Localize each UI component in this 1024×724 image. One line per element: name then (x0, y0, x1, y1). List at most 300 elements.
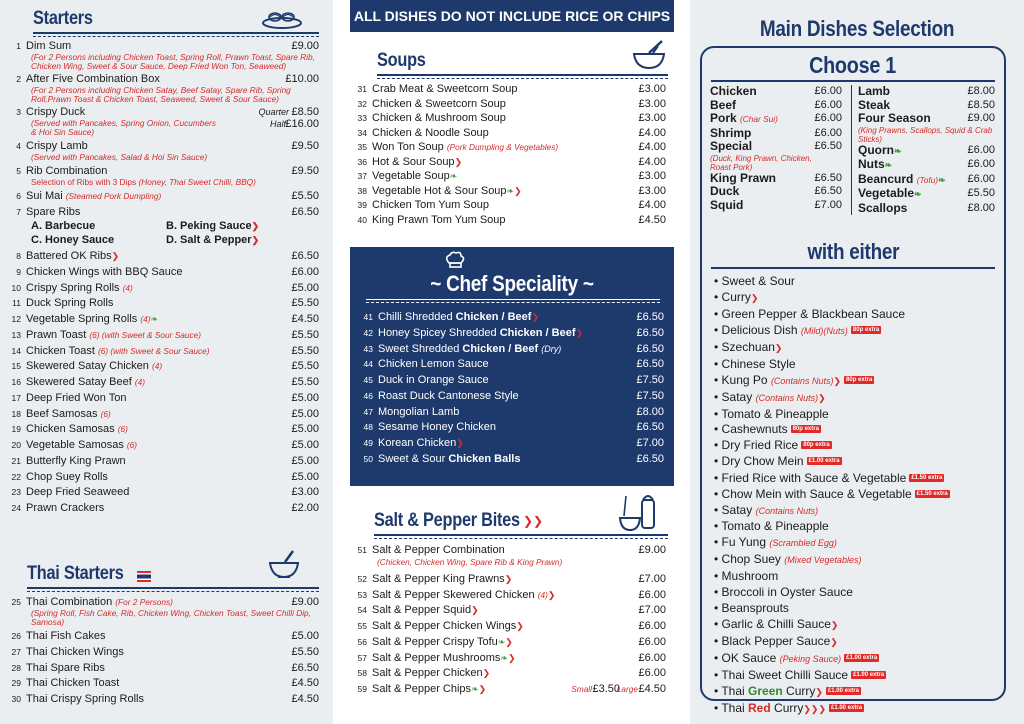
sauce-item (714, 585, 1004, 601)
item-name: Salt & Pepper Chips (372, 683, 472, 695)
item-name-wrap (26, 662, 333, 675)
meat-choice (710, 185, 851, 199)
item-name: Salt & Pepper King Prawns (372, 572, 505, 585)
item-name-wrap (378, 390, 674, 403)
item-number: 35 (357, 142, 367, 152)
item-price: £4.50 (291, 313, 319, 325)
extra-charge-badge: 80p extra (852, 326, 880, 333)
item-name-wrap (372, 170, 676, 183)
menu-item (0, 297, 333, 310)
chilli-icon: ❯ (251, 221, 260, 231)
item-note: (4) (151, 361, 163, 372)
item-name: Vegetable Soup (372, 170, 450, 182)
menu-item (0, 455, 333, 468)
menu-item (346, 636, 676, 649)
saltpepper-header (346, 510, 676, 534)
bullet-icon: • (714, 372, 722, 387)
sauce-name: Satay (721, 502, 753, 517)
item-price: £3.00 (638, 83, 666, 95)
meat-choice (858, 144, 1004, 159)
meat-name: Nuts (858, 157, 885, 171)
chilli-icon: ❯ (815, 686, 823, 697)
main-dishes-panel (690, 0, 1024, 724)
chilli-icon: ❯ (818, 392, 826, 403)
menu-item (346, 667, 676, 680)
sauce-item (714, 569, 1004, 585)
chilli-icon: ❯ (504, 573, 513, 584)
extra-charge-badge: 80p extra (792, 426, 819, 433)
chef-dash (366, 302, 660, 303)
soups-underline (377, 74, 668, 76)
meat-choice (858, 85, 1004, 99)
item-number: 33 (357, 113, 367, 123)
item-price: £9.00 (291, 40, 319, 52)
item-name: Deep Fried Won Ton (26, 391, 127, 404)
sauce-name: Thai Sweet Chilli Sauce (721, 667, 849, 682)
item-price: £5.50 (291, 297, 319, 310)
meat-name: Beef (710, 97, 737, 112)
sauce-name: Garlic & Chilli Sauce (721, 616, 831, 631)
bullet-icon: • (714, 585, 722, 600)
meat-choices-left (702, 85, 852, 215)
item-price: £6.50 (291, 206, 319, 218)
item-name: Salt & Pepper Combination (372, 544, 505, 556)
main-dishes-box (700, 46, 1006, 715)
item-name-wrap (372, 112, 676, 125)
extra-charge-badge: £1.00 extra (846, 654, 878, 661)
item-number: 4 (16, 141, 21, 151)
soup-bowl-icon (632, 38, 666, 75)
item-note: (6) (117, 424, 128, 435)
item-description: (For 2 Persons including Chicken Satay, Beef Satay, Spare Rib, Spring Roll,Prawn Toast & Chicken Toast, Seaweed, Sweet & Sour Sauce) (31, 85, 291, 104)
item-price: £7.00 (638, 572, 666, 585)
meat-name: Chicken (710, 84, 757, 98)
item-name: Salt & Pepper Squid (372, 604, 472, 617)
item-number: 24 (11, 503, 21, 513)
sauce-item (714, 373, 1004, 390)
item-name-wrap (372, 636, 676, 649)
item-price: £6.00 (638, 620, 666, 632)
meat-choice (858, 202, 1004, 216)
item-number: 31 (357, 84, 367, 94)
item-name-wrap (372, 620, 676, 633)
menu-item (346, 141, 676, 154)
extra-charge-badge: 80p extra (803, 442, 830, 449)
item-price: £5.00 (291, 439, 319, 451)
item-number: 19 (11, 424, 21, 435)
sauce-note: (Contains Nuts) (770, 375, 834, 386)
item-number: 11 (12, 298, 21, 309)
menu-item (0, 596, 333, 609)
item-price: £5.50 (291, 328, 319, 341)
item-name: Hot & Sour Soup (372, 155, 455, 168)
chef-speciality-box (350, 247, 674, 486)
chilli-icon: ❯ (456, 438, 464, 448)
soups-dash (377, 78, 668, 79)
menu-item (346, 185, 676, 198)
item-price: £5.50 (291, 190, 319, 202)
meat-price: £6.00 (967, 143, 995, 156)
sauce-name: Szechuan (721, 339, 775, 354)
item-name-wrap (372, 652, 676, 665)
item-price: £5.50 (291, 645, 319, 658)
chef-underline (366, 299, 660, 300)
sauce-list (702, 274, 1004, 718)
menu-item (0, 313, 333, 326)
item-name: Vegetable Hot & Sour Soup (372, 184, 507, 197)
item-description: (Chicken, Chicken Wing, Spare Rib & King Prawn) (377, 556, 563, 567)
vegetarian-leaf-icon: ❧ (497, 636, 506, 647)
item-name-wrap (378, 358, 674, 371)
item-number: 36 (357, 156, 367, 167)
extra-charge-badge: 80p extra (846, 376, 873, 383)
menu-item (346, 98, 676, 111)
menu-item (350, 358, 674, 371)
item-number: 1 (16, 41, 21, 51)
menu-item (346, 112, 676, 125)
item-price: £6.00 (638, 588, 666, 601)
meat-choices-right (852, 85, 1004, 215)
soups-title: Soups (377, 50, 426, 71)
item-number: 16 (11, 377, 21, 387)
item-name-wrap (26, 693, 333, 706)
item-note: (Dry) (541, 343, 562, 354)
item-price: £3.00 (638, 97, 666, 110)
item-name-wrap (26, 630, 333, 643)
sauce-item (714, 651, 1004, 668)
bullet-icon: • (714, 470, 722, 485)
item-name: Won Ton Soup (372, 141, 444, 153)
item-name: Skewered Satay Beef (26, 376, 132, 388)
item-portion: Half (269, 119, 286, 129)
item-note: (4) (537, 589, 548, 600)
item-note: (4) (122, 282, 133, 293)
menu-item (0, 73, 333, 86)
chilli-icon: ❯ (830, 636, 838, 647)
vegetarian-leaf-icon: ❧ (506, 185, 515, 196)
bullet-icon: • (714, 569, 722, 584)
item-price: £7.00 (638, 604, 666, 617)
extra-charge-badge: £1.50 extra (916, 490, 948, 497)
thai-dash (27, 591, 319, 592)
menu-item (0, 439, 333, 452)
salt-pepper-shaker-icon (618, 492, 662, 537)
item-price: £6.50 (636, 421, 664, 434)
starters-simple-list (0, 250, 333, 515)
meat-price: £6.50 (814, 171, 842, 184)
sauce-name: Dry Chow Mein (721, 454, 804, 469)
sauce-name: Kung Po (721, 372, 768, 387)
item-name-wrap (372, 199, 676, 212)
sauce-item (714, 290, 1004, 307)
sauce-note: (Contains Nuts) (755, 392, 819, 403)
item-number: 52 (357, 573, 367, 584)
meat-choice (858, 158, 1004, 173)
item-name: Chicken Samosas (26, 423, 115, 436)
item-number: 54 (357, 605, 367, 616)
item-name: Vegetable Spring Rolls (26, 313, 138, 325)
meat-choices (702, 85, 1004, 215)
item-name-wrap (372, 185, 676, 198)
item-number: 30 (11, 694, 21, 704)
meat-choice (858, 187, 1004, 202)
menu-item (0, 630, 333, 643)
item-price: £9.00 (291, 596, 319, 608)
item-price: £3.00 (638, 112, 666, 124)
meat-description: (Duck, King Prawn, Chicken, Roast Pork) (710, 153, 812, 172)
item-name-wrap (378, 374, 674, 387)
saltpepper-list (346, 544, 676, 696)
item-name-wrap (26, 345, 333, 358)
item-name-wrap (378, 437, 674, 450)
menu-item (346, 214, 676, 227)
menu-item (350, 374, 674, 387)
item-number: 29 (11, 678, 21, 689)
item-number: 7 (16, 207, 21, 217)
item-name: Chicken Wings with BBQ Sauce (26, 265, 183, 278)
item-note: (Steamed Pork Dumpling) (65, 191, 162, 201)
item-name: Duck Spring Rolls (26, 297, 114, 310)
sauce-name: Curry (721, 289, 751, 304)
item-name: Crab Meat & Sweetcorn Soup (372, 83, 518, 95)
menu-item (0, 329, 333, 342)
item-name-wrap (26, 486, 333, 499)
meat-name: Steak (858, 97, 891, 112)
item-name: Crispy Lamb (26, 140, 88, 152)
item-description: (Served with Pancakes, Spring Onion, Cucumbers & Hoi Sin Sauce) (31, 118, 216, 137)
chilli-icon: ❯ (111, 251, 120, 261)
item-number: 56 (357, 636, 367, 647)
sauce-item (714, 701, 1004, 718)
menu-item (350, 421, 674, 434)
item-number: 8 (16, 251, 21, 261)
menu-item (0, 190, 333, 203)
size-small-label: Small (571, 684, 592, 694)
item-price: £4.50 (291, 677, 319, 690)
item-name: Mongolian Lamb (378, 405, 460, 418)
meat-price: £7.00 (814, 198, 842, 211)
item-number: 51 (357, 545, 367, 555)
item-name-wrap (26, 392, 333, 405)
item-name-wrap (26, 282, 333, 295)
chilli-icon: ❯ (454, 156, 463, 167)
item-name-wrap (372, 667, 676, 680)
menu-item (0, 266, 333, 279)
item-name-wrap (372, 141, 676, 154)
item-price: £2.00 (291, 502, 319, 514)
item-name-wrap (26, 423, 333, 436)
sauce-name: Thai (721, 683, 749, 698)
choose-underline (711, 80, 995, 82)
sauce-item (714, 422, 1004, 438)
item-price: £5.00 (291, 391, 319, 404)
item-note: (6) (with Sweet & Sour Sauce) (89, 329, 201, 340)
item-name: Chicken & Mushroom Soup (372, 112, 506, 124)
sauce-name: Mushroom (721, 569, 779, 584)
bullet-icon: • (714, 289, 722, 304)
item-name: Butterfly King Prawn (26, 454, 126, 467)
menu-item (0, 408, 333, 421)
item-name-wrap (372, 83, 676, 96)
item-name: Honey Spicey Shredded (378, 326, 500, 339)
item-price: £6.50 (636, 311, 664, 323)
price-small: £3.50 (592, 683, 620, 695)
sauce-name: Sweet & Sour (721, 274, 795, 288)
mortar-pestle-icon (267, 549, 301, 584)
item-price: £6.50 (291, 250, 319, 262)
chilli-icon: ❯ (830, 619, 839, 630)
meat-name: Shrimp (710, 125, 752, 140)
item-number: 50 (363, 453, 373, 464)
item-description-b: (Honey, Thai Sweet Chilli, BBQ) (138, 177, 256, 187)
menu-item (0, 250, 333, 263)
soups-list (346, 83, 676, 227)
sauce-name: Chop Suey (721, 552, 781, 567)
meat-name: King Prawn (710, 170, 777, 185)
chilli-icon: ❯ (810, 703, 819, 714)
item-price: £3.00 (638, 184, 666, 197)
meat-note: (Tofu) (916, 174, 939, 185)
size-large-label: Large (616, 684, 638, 694)
meat-price: £8.00 (967, 85, 995, 97)
item-price: £5.00 (291, 281, 319, 294)
menu-item (0, 345, 333, 358)
item-name-wrap (372, 604, 676, 617)
sauce-item (714, 340, 1004, 357)
starters-panel (0, 0, 333, 724)
item-number: 43 (363, 343, 373, 354)
with-underline (711, 267, 995, 269)
menu-item (0, 360, 333, 373)
chilli-icon: ❯ (516, 621, 524, 631)
chilli-icon: ❯ (478, 684, 487, 694)
thai-header (0, 563, 333, 587)
item-name: Chicken & Sweetcorn Soup (372, 97, 506, 110)
menu-item (346, 604, 676, 617)
chef-title: ~ Chef Speciality ~ (430, 271, 594, 296)
sauce-item (714, 503, 1004, 520)
menu-item (346, 573, 676, 586)
item-description-a: Selection of Ribs with 3 Dips (31, 177, 137, 187)
item-name: Spare Ribs (26, 206, 81, 218)
chilli-icon: ❯ (514, 185, 522, 196)
saltpepper-title: Salt & Pepper Bites (374, 510, 520, 531)
menu-item (0, 206, 333, 219)
item-name: Chop Suey Rolls (26, 470, 108, 483)
item-name: Salt & Pepper Skewered Chicken (372, 588, 535, 601)
sauce-item (714, 634, 1004, 651)
item-price: £4.00 (638, 155, 666, 168)
chilli-icon: ❯ (251, 235, 260, 245)
menu-item (350, 437, 674, 450)
item-name: Sweet & Sour (378, 452, 449, 465)
item-number: 6 (16, 191, 21, 201)
bullet-icon: • (714, 519, 722, 534)
meat-choice (858, 173, 1004, 188)
item-number: 3 (16, 107, 21, 117)
item-number: 20 (11, 440, 21, 450)
sauce-name: Green Pepper & Blackbean Sauce (721, 306, 905, 321)
menu-item (0, 392, 333, 405)
item-name-wrap (26, 190, 333, 203)
item-description (0, 178, 333, 187)
thai-title: Thai Starters (27, 563, 124, 584)
sauce-item (714, 454, 1004, 470)
chilli-icon: ❯❯ (523, 514, 544, 528)
bullet-icon: • (714, 633, 722, 648)
item-name-wrap (378, 343, 674, 356)
chilli-icon: ❯ (507, 652, 516, 663)
item-name-wrap (26, 297, 333, 310)
item-price: £5.00 (291, 407, 319, 420)
item-price: £4.00 (638, 126, 666, 139)
item-note: (6) (with Sweet & Sour Sauce) (97, 345, 210, 356)
thai-flag-icon (137, 571, 151, 582)
item-name: Crispy Spring Rolls (26, 281, 120, 294)
extra-charge-badge: £1.00 extra (831, 704, 863, 711)
item-number: 37 (357, 171, 367, 181)
item-name: Chicken Toast (26, 344, 95, 357)
with-title: with either (807, 239, 899, 264)
item-name-wrap (26, 376, 333, 389)
item-name-wrap (372, 98, 676, 111)
item-name: Korean Chicken (378, 437, 457, 449)
item-name-wrap (26, 596, 333, 609)
item-price: £5.50 (291, 360, 319, 373)
chilli-icon: ❯ (803, 703, 811, 714)
item-number: 46 (363, 390, 373, 401)
sauce-item (714, 552, 1004, 569)
item-name: Thai Combination (26, 596, 113, 608)
item-number: 57 (357, 652, 367, 663)
menu-item (0, 646, 333, 659)
chilli-icon: ❯ (750, 292, 759, 303)
bullet-icon: • (714, 406, 722, 421)
item-name: King Prawn Tom Yum Soup (372, 213, 506, 226)
meat-note: (Char Sui) (740, 114, 778, 124)
sauce-item (714, 601, 1004, 617)
menu-item (0, 423, 333, 436)
item-name-wrap (26, 646, 333, 659)
item-name-wrap (372, 156, 676, 169)
menu-item (346, 683, 676, 696)
item-price: £6.00 (291, 265, 319, 278)
item-name: After Five Combination Box (26, 73, 160, 85)
sauce-note: (Peking Sauce) (779, 653, 842, 664)
meat-price: £5.50 (967, 187, 995, 199)
thai-underline (27, 587, 319, 589)
spare-rib-options (0, 219, 333, 247)
item-name: Thai Crispy Spring Rolls (26, 693, 144, 705)
vegetarian-leaf-icon: ❧ (914, 189, 922, 199)
item-price: £6.50 (291, 661, 319, 674)
chilli-icon: ❯ (818, 703, 826, 714)
item-description: (Served with Pancakes, Salad & Hoi Sin Sauce) (31, 152, 208, 162)
item-name: Beef Samosas (26, 407, 98, 420)
menu-item (350, 406, 674, 419)
item-name-wrap (372, 214, 676, 227)
chef-list (350, 311, 674, 466)
option-c: C. Honey Sauce (31, 234, 115, 246)
item-price: £4.50 (291, 693, 319, 705)
sauce-name: Tomato & Pineapple (721, 406, 829, 421)
meat-name: Scallops (858, 200, 908, 215)
item-number: 25 (11, 597, 21, 607)
item-name: Vegetable Samosas (26, 439, 124, 451)
item-name: Thai Spare Ribs (26, 661, 105, 674)
chilli-icon: ❯ (575, 327, 584, 338)
menu-item (0, 282, 333, 295)
